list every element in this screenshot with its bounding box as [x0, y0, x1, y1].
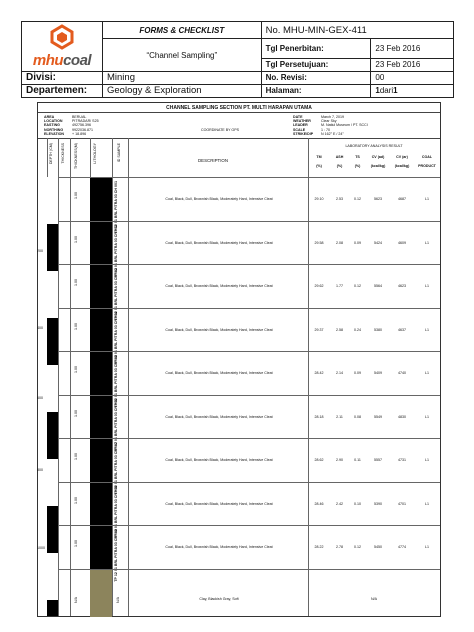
- lab-value-cvad: 5450: [374, 545, 382, 549]
- sample-row: [58, 221, 440, 278]
- info-key: LEADER: [293, 123, 308, 128]
- lab-na-cell: N/A: [371, 596, 377, 601]
- info-value: 492756.396: [72, 123, 91, 128]
- lab-value-tm: 29.58: [314, 240, 324, 245]
- revision-label: No. Revisi:: [261, 71, 371, 84]
- thickness-cell: 1.00: [74, 235, 78, 243]
- sheet-title: CHANNEL SAMPLING SECTION PT. MULTI HARAPAN UTAMA: [166, 105, 312, 111]
- lab-value-ash: 2.08: [336, 240, 343, 245]
- sample-row: [58, 177, 440, 234]
- col-sample-header: ID SAMPLE: [117, 143, 121, 163]
- col-description-header: DESCRIPTION: [198, 158, 229, 163]
- lab-value-ts: 0.11: [354, 458, 361, 462]
- info-key: DATE: [293, 115, 303, 119]
- division-label: Divisi:: [22, 71, 103, 84]
- description-cell: Coal, Black, Dull, Brownish Black, Moderately Hard, Intensive Cleat: [165, 371, 273, 375]
- division-value: Mining: [103, 71, 262, 84]
- lab-value-cvar: 4830: [398, 414, 406, 419]
- form-title: “Channel Sampling”: [103, 39, 262, 72]
- description-cell: Coal, Black, Dull, Brownish Black, Moderately Hard, Intensive Cleat: [165, 197, 273, 201]
- lab-value-ts: 0.12: [354, 545, 361, 549]
- col-thickness-header: THICKNESS: [61, 143, 65, 164]
- sample-id-cell: TP 12 01 BRL PITRA 03 CH 005: [114, 355, 118, 408]
- thickness-cell: 1.00: [74, 540, 78, 547]
- thickness-cell: 1.00: [74, 366, 78, 373]
- info-value: Clear Sky: [321, 119, 337, 124]
- lithology-coal-block: [90, 178, 112, 222]
- description-cell: Clay, Blackish Gray, Soft: [199, 596, 239, 601]
- lab-col-unit: (kcal/kg): [394, 164, 410, 169]
- lab-value-cvad: 5623: [374, 197, 382, 201]
- info-key: ELEVATION: [44, 131, 65, 136]
- depth-scale-bar: [47, 177, 58, 616]
- lithology-coal-block: [90, 483, 112, 527]
- lab-value-cvar: 4701: [398, 501, 406, 506]
- lab-value-ts: 0.12: [354, 197, 361, 201]
- description-cell: Coal, Black, Dull, Brownish Black, Moderately Hard, Intensive Cleat: [165, 284, 273, 288]
- lab-value-cvad: 5549: [374, 414, 382, 419]
- lab-col-unit: (kcal/kg): [370, 164, 386, 169]
- issue-date-value: 23 Feb 2016: [371, 39, 454, 59]
- col-lithology-header: LITHOLOGY: [93, 143, 97, 164]
- info-left: [44, 115, 164, 136]
- lab-value-tm: 29.10: [314, 197, 324, 201]
- lab-value-ash: 2.90: [336, 458, 343, 462]
- lab-col-unit: (%): [316, 164, 322, 169]
- lithology-coal-block: [90, 439, 112, 483]
- thickness-cell: 1.00: [74, 322, 78, 330]
- lab-col-name: COAL: [421, 155, 433, 159]
- thickness-cell: 1.00: [74, 409, 78, 417]
- lab-value-cvad: 5564: [374, 284, 382, 288]
- info-value: N 162° E / 24°: [321, 131, 344, 136]
- lab-value-cvar: 4687: [398, 197, 406, 201]
- lab-value-prod: L1: [425, 371, 429, 375]
- lab-col-unit: (%): [336, 164, 343, 169]
- lab-col-name: TM: [316, 155, 322, 159]
- sample-id-cell: TP 12 01 BRL PITRA 03 CH 002: [114, 224, 118, 278]
- lithology-coal-block: [90, 265, 112, 309]
- approval-date-label: Tgl Persetujuan:: [261, 58, 371, 71]
- lab-value-ash: 2.14: [336, 371, 343, 375]
- info-value: + 18.896: [72, 131, 87, 136]
- thickness-cell: 1.00: [74, 279, 78, 286]
- lab-value-ash: 2.42: [336, 501, 343, 506]
- lab-col-name: CV (ad): [371, 155, 385, 159]
- depth-mark: 800: [37, 468, 43, 472]
- info-value: 9922036.871: [72, 127, 93, 132]
- info-right: [293, 115, 433, 136]
- lab-value-prod: L1: [425, 458, 429, 462]
- lab-value-tm: 28.46: [314, 501, 324, 506]
- info-row: [293, 132, 433, 136]
- form-label: FORMS & CHECKLIST: [103, 22, 262, 39]
- sample-id-cell: N/A: [116, 596, 120, 603]
- info-key: WEATHER: [293, 119, 311, 124]
- lab-col-unit: PRODUCT: [418, 164, 436, 169]
- department-label: Departemen:: [22, 84, 103, 97]
- lab-col-name: TS: [355, 155, 360, 159]
- sample-row: [58, 351, 440, 408]
- sample-id-cell: TP 12 01 BRL PITRA 03 CH 003: [114, 268, 118, 321]
- info-value: M. Natiul Museum / PT. SCCI: [321, 123, 368, 128]
- lab-col-name: ASH: [335, 155, 344, 159]
- lab-value-ash: 2.58: [336, 327, 343, 332]
- lab-value-ts: 0.09: [354, 240, 361, 245]
- lithology-coal-block: [90, 526, 112, 570]
- lab-value-cvar: 4774: [398, 545, 406, 549]
- company-logo-text: mhucoal: [32, 51, 92, 69]
- col-thickness-m-header: THICKNESS(M): [74, 143, 78, 169]
- info-key: LOCATION: [44, 119, 63, 124]
- lab-value-tm: 28.62: [314, 458, 324, 462]
- depth-mark: 1000: [37, 546, 45, 550]
- sample-row: [58, 525, 440, 582]
- sample-row: [58, 264, 440, 321]
- sample-row: [58, 395, 440, 452]
- lab-value-tm: 29.37: [314, 327, 324, 332]
- sample-row-clay: [58, 569, 440, 618]
- lab-value-tm: 28.18: [314, 414, 324, 419]
- lab-value-prod: L1: [425, 240, 429, 245]
- lithology-coal-block: [90, 396, 112, 440]
- sample-id-cell: TP 12 01 BRL PITRA 03 CH 008: [114, 485, 118, 539]
- page-label: Halaman:: [261, 84, 371, 97]
- info-row: [44, 132, 164, 136]
- depth-mark: 200: [37, 249, 43, 253]
- lab-value-ash: 2.78: [336, 545, 343, 549]
- department-value: Geology & Exploration: [103, 84, 262, 97]
- description-cell: Coal, Black, Dull, Brownish Black, Moderately Hard, Intensive Cleat: [165, 458, 273, 462]
- sample-id-cell: TP 12 01 BRL PITRA 03 CH 006: [114, 398, 118, 452]
- lab-value-ts: 0.09: [354, 371, 361, 375]
- description-cell: Coal, Black, Dull, Brownish Black, Moderately Hard, Intensive Cleat: [165, 414, 273, 419]
- approval-date-value: 23 Feb 2016: [371, 58, 454, 71]
- lab-value-prod: L1: [425, 414, 429, 419]
- sample-row: [58, 308, 440, 365]
- description-cell: Coal, Black, Dull, Brownish Black, Moderately Hard, Intensive Cleat: [165, 501, 273, 506]
- info-key: EASTING: [44, 123, 60, 128]
- lab-value-cvad: 5424: [374, 240, 382, 245]
- lithology-coal-block: [90, 222, 112, 266]
- lab-value-tm: 29.62: [314, 284, 324, 288]
- sample-id-cell: TP 12 01 BRL PITRA 03 CH 009: [114, 529, 118, 582]
- lab-value-cvar: 4731: [398, 458, 406, 462]
- lab-value-prod: L1: [425, 197, 429, 201]
- lab-value-cvar: 4740: [398, 371, 406, 375]
- description-cell: Coal, Black, Dull, Brownish Black, Moderately Hard, Intensive Cleat: [165, 327, 273, 332]
- lab-header: LABORATORY ANALYSIS RESULT: [345, 144, 403, 148]
- channel-sampling-sheet: [37, 102, 441, 617]
- revision-value: 00: [371, 71, 454, 84]
- info-value: March 7, 2019: [321, 115, 344, 119]
- sample-row: [58, 482, 440, 539]
- lab-col-unit: (%): [354, 164, 361, 169]
- lab-value-prod: L1: [425, 284, 429, 288]
- sample-row: [58, 438, 440, 495]
- info-key: AREA: [44, 115, 55, 119]
- lab-value-ash: 1.77: [336, 284, 343, 288]
- sample-id-cell: TP 12 01 BRL PITRA 03 CH 001: [114, 181, 118, 234]
- lab-value-tm: 28.42: [314, 371, 324, 375]
- lab-value-prod: L1: [425, 327, 429, 332]
- lab-col-name: CV (ar): [396, 155, 408, 159]
- info-value: BERUAL: [72, 115, 87, 119]
- thickness-cell: 1.00: [74, 192, 78, 199]
- lab-value-cvar: 4637: [398, 327, 406, 332]
- lab-value-ts: 0.24: [354, 327, 361, 332]
- col-depth-header: DEPTH (CM): [49, 143, 53, 165]
- page-value: 1dari1: [371, 84, 454, 97]
- lab-value-ts: 0.08: [354, 414, 361, 419]
- thickness-cell: 1.00: [74, 496, 78, 504]
- lithology-clay-block: [90, 570, 112, 618]
- lab-value-ash: 2.11: [336, 414, 343, 419]
- depth-mark: 600: [37, 396, 43, 400]
- lab-value-cvad: 5557: [374, 458, 382, 462]
- lab-value-tm: 28.22: [314, 545, 324, 549]
- sample-id-cell: TP 12 01 BRL PITRA 03 CH 004: [114, 311, 118, 365]
- sample-id-cell: TP 12 01 BRL PITRA 03 CH 007: [114, 442, 118, 495]
- description-cell: Coal, Black, Dull, Brownish Black, Moderately Hard, Intensive Cleat: [165, 240, 273, 245]
- document-number: No. MHU-MIN-GEX-411: [261, 22, 453, 39]
- lab-value-cvad: 5380: [374, 327, 382, 332]
- info-key: STRIKE/DIP: [293, 131, 314, 136]
- lab-value-cvar: 4623: [398, 284, 406, 288]
- info-key: SCALE: [293, 127, 306, 132]
- info-key: NORTHING: [44, 127, 64, 132]
- lab-value-ash: 2.53: [336, 197, 343, 201]
- lithology-coal-block: [90, 352, 112, 396]
- form-header: [21, 21, 454, 98]
- mhucoal-logo-icon: [49, 24, 75, 50]
- info-value: PITRADAR/ S25: [72, 119, 99, 124]
- info-value: 1 : 70: [321, 127, 330, 132]
- lithology-coal-block: [90, 309, 112, 353]
- lab-value-cvad: 5390: [374, 501, 382, 506]
- lab-value-cvar: 4609: [398, 240, 406, 245]
- depth-mark: 400: [37, 326, 43, 330]
- thickness-cell: N/A: [74, 596, 78, 603]
- coordinate-note: COORDINATE BY GPS: [201, 128, 240, 132]
- lab-value-cvad: 5409: [374, 371, 382, 375]
- logo-cell: [22, 22, 103, 72]
- lab-value-ts: 0.12: [354, 284, 361, 288]
- issue-date-label: Tgl Penerbitan:: [261, 39, 371, 59]
- thickness-cell: 1.00: [74, 453, 78, 460]
- lab-value-prod: L1: [425, 501, 429, 506]
- description-cell: Coal, Black, Dull, Brownish Black, Moderately Hard, Intensive Cleat: [165, 545, 273, 549]
- lab-value-ts: 0.10: [354, 501, 361, 506]
- lab-value-prod: L1: [425, 545, 429, 549]
